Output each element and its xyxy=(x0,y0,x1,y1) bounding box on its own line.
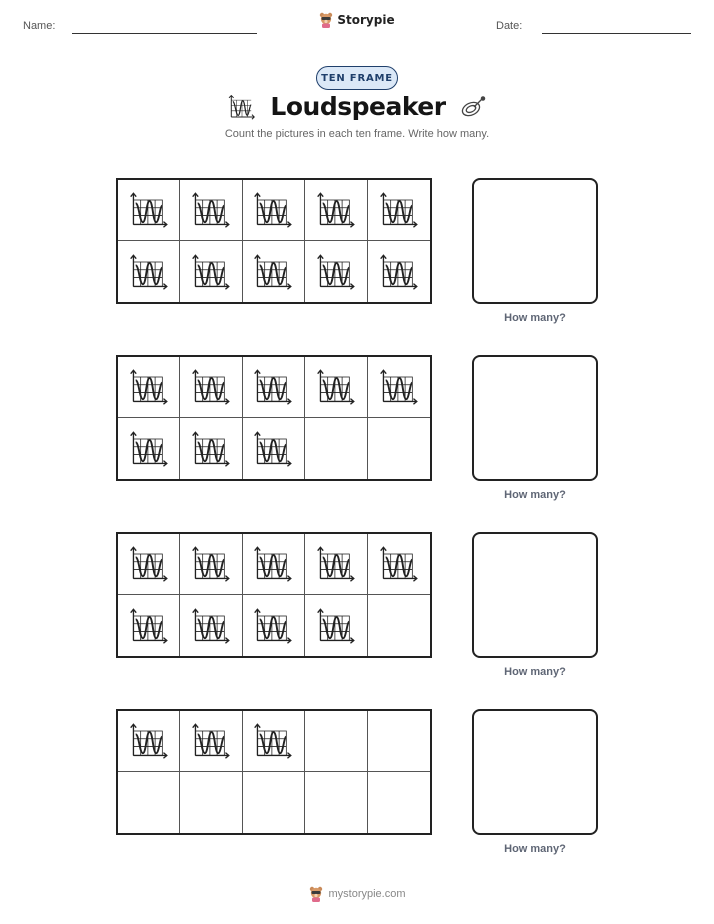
how-many-label-4: How many? xyxy=(504,843,566,855)
waveform-graph-icon xyxy=(129,606,169,646)
ten-frame-cell xyxy=(180,772,242,833)
ten-frame-cell xyxy=(243,418,305,479)
name-label: Name: xyxy=(23,20,56,32)
ten-frame-cell xyxy=(180,180,242,241)
ten-frame-cell xyxy=(180,357,242,418)
waveform-graph-icon xyxy=(379,367,419,407)
ten-frame-cell xyxy=(243,595,305,656)
waveform-graph-icon xyxy=(379,252,419,292)
ten-frame-cell xyxy=(305,772,367,833)
ten-frame-cell xyxy=(305,534,367,595)
answer-box-3[interactable] xyxy=(472,532,598,658)
ten-frame-cell xyxy=(180,418,242,479)
answer-box-4[interactable] xyxy=(472,709,598,835)
ten-frame-cell xyxy=(118,534,180,595)
waveform-graph-icon xyxy=(129,367,169,407)
ten-frame-cell xyxy=(243,357,305,418)
waveform-graph-icon xyxy=(379,544,419,584)
waveform-graph-icon xyxy=(316,190,356,230)
waveform-graph-icon xyxy=(129,190,169,230)
waveform-graph-icon xyxy=(191,190,231,230)
waveform-graph-icon xyxy=(191,252,231,292)
waveform-graph-icon xyxy=(253,252,293,292)
ten-frame-cell xyxy=(118,772,180,833)
ten-frame-1 xyxy=(116,178,432,304)
waveform-graph-icon xyxy=(316,606,356,646)
ten-frame-cell xyxy=(305,180,367,241)
ten-frame-cell xyxy=(368,711,430,772)
ten-frame-cell xyxy=(243,241,305,302)
ten-frame-cell xyxy=(368,595,430,656)
waveform-graph-icon xyxy=(129,544,169,584)
waveform-graph-icon xyxy=(191,544,231,584)
ten-frame-4 xyxy=(116,709,432,835)
waveform-graph-icon xyxy=(191,367,231,407)
ten-frame-cell xyxy=(243,534,305,595)
footer-url[interactable]: mystorypie.com xyxy=(328,888,406,900)
date-label: Date: xyxy=(496,20,523,32)
ten-frame-cell xyxy=(118,357,180,418)
waveform-graph-icon xyxy=(129,252,169,292)
ten-frame-cell xyxy=(305,241,367,302)
footer xyxy=(0,886,714,902)
ten-frame-cell xyxy=(368,180,430,241)
waveform-graph-icon xyxy=(191,721,231,761)
ten-frame-2 xyxy=(116,355,432,481)
ten-frame-cell xyxy=(118,241,180,302)
waveform-graph-icon xyxy=(253,544,293,584)
ten-frame-cell xyxy=(180,241,242,302)
ten-frame-cell xyxy=(243,772,305,833)
waveform-graph-icon xyxy=(253,721,293,761)
date-line[interactable] xyxy=(542,33,691,34)
ten-frame-cell xyxy=(118,595,180,656)
ten-frame-cell xyxy=(368,534,430,595)
waveform-graph-icon xyxy=(253,190,293,230)
how-many-label-1: How many? xyxy=(504,312,566,324)
ten-frame-cell xyxy=(180,534,242,595)
name-line[interactable] xyxy=(72,33,257,34)
waveform-graph-icon xyxy=(228,94,256,120)
page-title: Loudspeaker xyxy=(270,92,446,121)
waveform-graph-icon xyxy=(379,190,419,230)
bear-mascot-icon xyxy=(319,12,333,28)
ten-frame-cell xyxy=(118,180,180,241)
waveform-graph-icon xyxy=(129,721,169,761)
satellite-dish-icon xyxy=(460,96,486,118)
brand-name: Storypie xyxy=(337,13,395,27)
answer-box-2[interactable] xyxy=(472,355,598,481)
ten-frame-cell xyxy=(118,418,180,479)
ten-frame-cell xyxy=(368,357,430,418)
ten-frame-badge: TEN FRAME xyxy=(316,66,398,90)
ten-frame-cell xyxy=(368,772,430,833)
ten-frame-cell xyxy=(305,418,367,479)
waveform-graph-icon xyxy=(316,544,356,584)
brand-logo xyxy=(0,12,714,28)
answer-box-1[interactable] xyxy=(472,178,598,304)
ten-frame-cell xyxy=(180,595,242,656)
waveform-graph-icon xyxy=(316,252,356,292)
ten-frame-cell xyxy=(305,595,367,656)
bear-mascot-icon xyxy=(308,886,324,902)
waveform-graph-icon xyxy=(253,606,293,646)
waveform-graph-icon xyxy=(253,367,293,407)
ten-frame-cell xyxy=(180,711,242,772)
ten-frame-cell xyxy=(305,711,367,772)
waveform-graph-icon xyxy=(253,429,293,469)
ten-frame-3 xyxy=(116,532,432,658)
title-row xyxy=(0,92,714,121)
ten-frame-cell xyxy=(118,711,180,772)
waveform-graph-icon xyxy=(191,429,231,469)
instructions: Count the pictures in each ten frame. Write how many. xyxy=(224,128,490,140)
how-many-label-2: How many? xyxy=(504,489,566,501)
ten-frame-cell xyxy=(243,711,305,772)
waveform-graph-icon xyxy=(191,606,231,646)
how-many-label-3: How many? xyxy=(504,666,566,678)
ten-frame-cell xyxy=(243,180,305,241)
ten-frame-cell xyxy=(368,418,430,479)
waveform-graph-icon xyxy=(316,367,356,407)
ten-frame-cell xyxy=(368,241,430,302)
waveform-graph-icon xyxy=(129,429,169,469)
ten-frame-cell xyxy=(305,357,367,418)
